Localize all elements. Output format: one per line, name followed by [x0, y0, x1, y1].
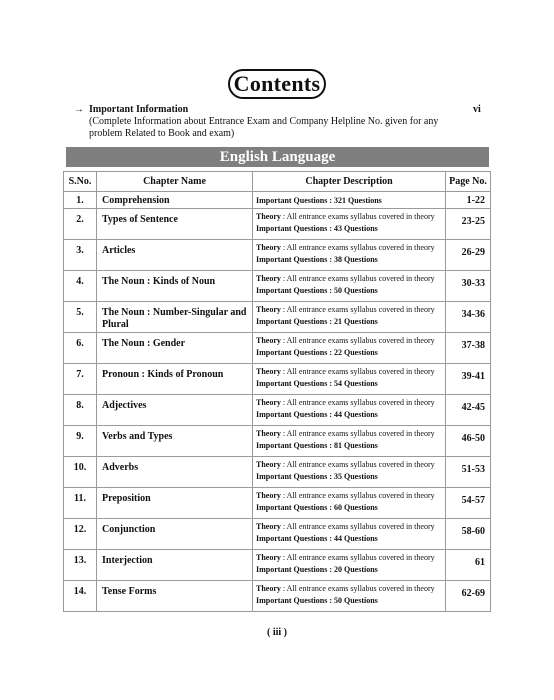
- table-row: [64, 302, 491, 333]
- theory-line: [256, 242, 445, 254]
- row-chapter-description: [253, 550, 446, 581]
- header-sno: S.No.: [64, 172, 97, 192]
- theory-line: [256, 366, 445, 378]
- theory-text: : All entrance exams syllabus covered in theory: [280, 522, 435, 531]
- table-row: [64, 240, 491, 271]
- theory-line: [256, 583, 445, 595]
- row-sno: 11.: [64, 488, 97, 519]
- row-sno: 2.: [64, 209, 97, 240]
- row-page-no: 39-41: [446, 364, 491, 395]
- row-page-no: 30-33: [446, 271, 491, 302]
- contents-table: [63, 171, 491, 612]
- row-sno: 7.: [64, 364, 97, 395]
- important-questions: Important Questions : 44 Questions: [256, 410, 378, 419]
- important-questions: Important Questions : 54 Questions: [256, 379, 378, 388]
- important-questions: Important Questions : 38 Questions: [256, 255, 378, 264]
- row-chapter-description: [253, 581, 446, 612]
- row-chapter-name: Types of Sentence: [97, 209, 253, 240]
- row-sno: 6.: [64, 333, 97, 364]
- theory-label: Theory: [256, 460, 281, 469]
- row-chapter-name: Articles: [97, 240, 253, 271]
- table-row: [64, 426, 491, 457]
- arrow-right-icon: →: [74, 104, 84, 115]
- header-page-no: Page No.: [446, 172, 491, 192]
- row-page-no: 54-57: [446, 488, 491, 519]
- row-sno: 9.: [64, 426, 97, 457]
- theory-label: Theory: [256, 336, 281, 345]
- row-chapter-name: Pronoun : Kinds of Pronoun: [97, 364, 253, 395]
- row-chapter-description: [253, 488, 446, 519]
- row-chapter-name: Interjection: [97, 550, 253, 581]
- theory-text: : All entrance exams syllabus covered in theory: [280, 243, 435, 252]
- info-description: (Complete Information about Entrance Exam and Company Helpline No. given for any problem Related to Book and exam): [89, 116, 439, 139]
- row-page-no: 61: [446, 550, 491, 581]
- row-sno: 4.: [64, 271, 97, 302]
- row-page-no: 23-25: [446, 209, 491, 240]
- theory-text: : All entrance exams syllabus covered in theory: [280, 491, 435, 500]
- important-questions: Important Questions : 321 Questions: [256, 196, 382, 205]
- theory-label: Theory: [256, 584, 281, 593]
- row-page-no: 34-36: [446, 302, 491, 333]
- row-page-no: 1-22: [446, 192, 491, 209]
- table-row: [64, 192, 491, 209]
- theory-text: : All entrance exams syllabus covered in theory: [280, 553, 435, 562]
- row-sno: 8.: [64, 395, 97, 426]
- row-sno: 14.: [64, 581, 97, 612]
- table-header-row: [64, 172, 491, 192]
- table-row: [64, 364, 491, 395]
- theory-text: : All entrance exams syllabus covered in theory: [280, 429, 435, 438]
- table-row: [64, 581, 491, 612]
- row-chapter-description: [253, 302, 446, 333]
- theory-text: : All entrance exams syllabus covered in theory: [280, 460, 435, 469]
- important-questions: Important Questions : 35 Questions: [256, 472, 378, 481]
- theory-line: [256, 428, 445, 440]
- row-chapter-name: Comprehension: [97, 192, 253, 209]
- theory-label: Theory: [256, 398, 281, 407]
- theory-label: Theory: [256, 305, 281, 314]
- row-sno: 12.: [64, 519, 97, 550]
- table-row: [64, 550, 491, 581]
- header-chapter-name: Chapter Name: [97, 172, 253, 192]
- theory-line: [256, 521, 445, 533]
- theory-label: Theory: [256, 274, 281, 283]
- row-chapter-description: [253, 271, 446, 302]
- theory-line: [256, 211, 445, 223]
- theory-line: [256, 552, 445, 564]
- contents-title-box: [228, 69, 326, 99]
- row-page-no: 42-45: [446, 395, 491, 426]
- table-row: [64, 457, 491, 488]
- theory-label: Theory: [256, 522, 281, 531]
- theory-text: : All entrance exams syllabus covered in theory: [280, 584, 435, 593]
- section-title: English Language: [219, 148, 336, 165]
- important-questions: Important Questions : 60 Questions: [256, 503, 378, 512]
- important-questions: Important Questions : 50 Questions: [256, 286, 378, 295]
- row-chapter-name: Verbs and Types: [97, 426, 253, 457]
- section-header: [66, 147, 489, 167]
- row-chapter-description: [253, 457, 446, 488]
- row-chapter-description: [253, 426, 446, 457]
- theory-text: : All entrance exams syllabus covered in theory: [280, 336, 435, 345]
- row-sno: 5.: [64, 302, 97, 333]
- row-chapter-name: The Noun : Number-Singular and Plural: [97, 302, 253, 333]
- theory-text: : All entrance exams syllabus covered in theory: [280, 305, 435, 314]
- important-questions: Important Questions : 21 Questions: [256, 317, 378, 326]
- row-chapter-description: [253, 519, 446, 550]
- row-chapter-name: The Noun : Kinds of Noun: [97, 271, 253, 302]
- theory-line: [256, 304, 445, 316]
- table-row: [64, 209, 491, 240]
- theory-text: : All entrance exams syllabus covered in theory: [280, 212, 435, 221]
- theory-label: Theory: [256, 367, 281, 376]
- theory-label: Theory: [256, 429, 281, 438]
- row-chapter-name: Adjectives: [97, 395, 253, 426]
- important-questions: Important Questions : 43 Questions: [256, 224, 378, 233]
- row-chapter-name: Conjunction: [97, 519, 253, 550]
- theory-line: [256, 397, 445, 409]
- row-chapter-description: [253, 240, 446, 271]
- theory-text: : All entrance exams syllabus covered in theory: [280, 274, 435, 283]
- theory-text: : All entrance exams syllabus covered in theory: [280, 367, 435, 376]
- row-chapter-description: [253, 209, 446, 240]
- row-page-no: 51-53: [446, 457, 491, 488]
- important-questions: Important Questions : 44 Questions: [256, 534, 378, 543]
- header-chapter-description: Chapter Description: [253, 172, 446, 192]
- theory-label: Theory: [256, 491, 281, 500]
- row-sno: 3.: [64, 240, 97, 271]
- row-page-no: 62-69: [446, 581, 491, 612]
- table-row: [64, 271, 491, 302]
- table-row: [64, 395, 491, 426]
- row-chapter-name: The Noun : Gender: [97, 333, 253, 364]
- row-chapter-name: Adverbs: [97, 457, 253, 488]
- row-sno: 13.: [64, 550, 97, 581]
- row-page-no: 37-38: [446, 333, 491, 364]
- theory-label: Theory: [256, 212, 281, 221]
- important-questions: Important Questions : 22 Questions: [256, 348, 378, 357]
- row-page-no: 46-50: [446, 426, 491, 457]
- important-questions: Important Questions : 20 Questions: [256, 565, 378, 574]
- row-chapter-name: Tense Forms: [97, 581, 253, 612]
- row-chapter-description: [253, 333, 446, 364]
- table-row: [64, 488, 491, 519]
- important-questions: Important Questions : 50 Questions: [256, 596, 378, 605]
- theory-label: Theory: [256, 553, 281, 562]
- row-sno: 10.: [64, 457, 97, 488]
- table-body: [64, 192, 491, 612]
- info-page-number: vi: [473, 104, 481, 115]
- important-questions: Important Questions : 81 Questions: [256, 441, 378, 450]
- table-row: [64, 519, 491, 550]
- theory-label: Theory: [256, 243, 281, 252]
- row-chapter-description: [253, 364, 446, 395]
- info-heading: Important Information: [89, 104, 189, 115]
- theory-text: : All entrance exams syllabus covered in theory: [280, 398, 435, 407]
- theory-line: [256, 490, 445, 502]
- row-chapter-name: Preposition: [97, 488, 253, 519]
- theory-line: [256, 335, 445, 347]
- row-page-no: 26-29: [446, 240, 491, 271]
- theory-line: [256, 273, 445, 285]
- row-sno: 1.: [64, 192, 97, 209]
- table-row: [64, 333, 491, 364]
- page-footer: ( iii ): [267, 627, 287, 638]
- row-page-no: 58-60: [446, 519, 491, 550]
- theory-line: [256, 459, 445, 471]
- page-title: Contents: [233, 71, 321, 96]
- row-chapter-description: [253, 192, 446, 209]
- row-chapter-description: [253, 395, 446, 426]
